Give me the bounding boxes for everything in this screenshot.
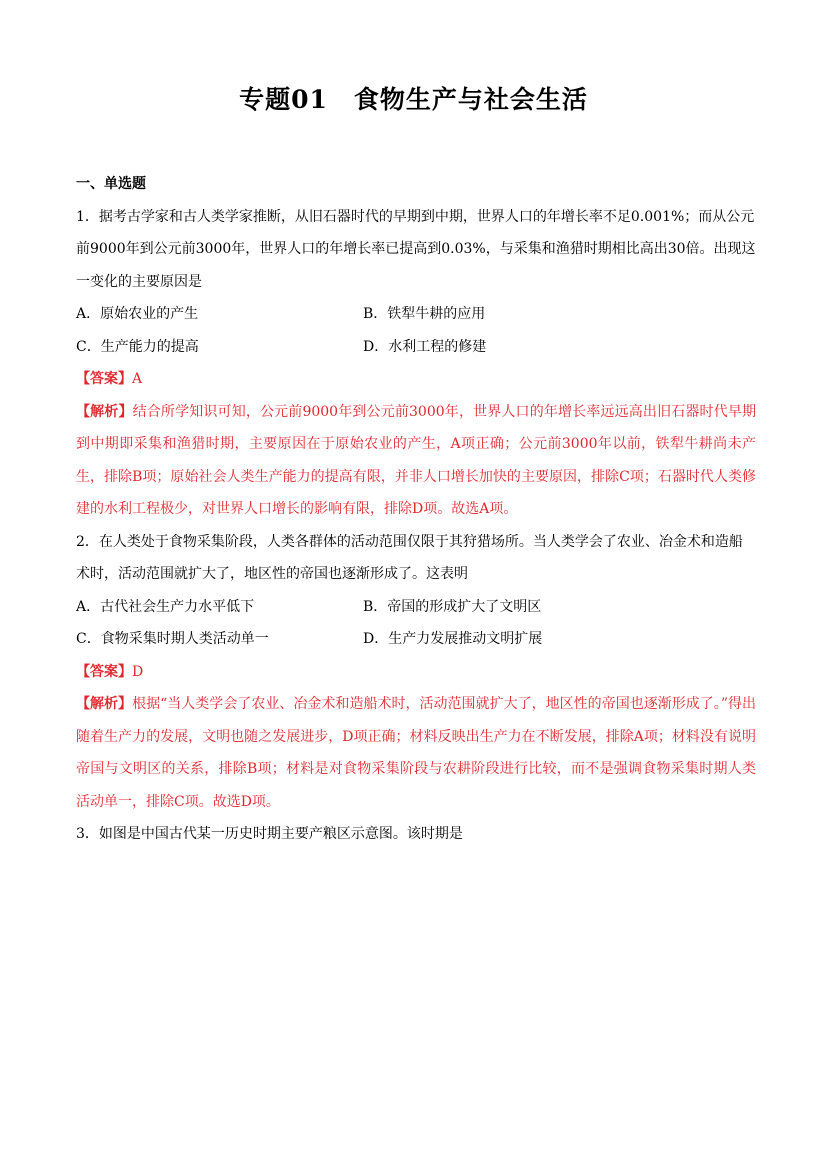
question-3	[76, 818, 756, 851]
option-b: B．铁犁牛耕的应用	[363, 306, 486, 322]
answer-line	[76, 363, 756, 396]
options-row	[76, 591, 756, 624]
option-c: C．食物采集时期人类活动单一	[76, 631, 269, 647]
document-body	[76, 168, 756, 851]
answer-tag: 【答案】	[76, 371, 132, 387]
option-a: A．原始农业的产生	[76, 306, 199, 322]
page-title: 专题01 食物生产与社会生活	[239, 85, 588, 114]
analysis-tag: 【解析】	[76, 696, 133, 712]
section-heading: 一、单选题	[76, 176, 146, 192]
option-c: C．生产能力的提高	[76, 338, 199, 355]
question-1	[76, 201, 756, 526]
question-2	[76, 526, 756, 819]
question-stem: 3．如图是中国古代某一历史时期主要产粮区示意图。该时期是	[76, 826, 463, 842]
analysis-text: 结合所学知识可知，公元前9000年到公元前3000年，世界人口的年增长率远远高出旧石器时代早期到中期即采集和渔猎时期，主要原因在于原始农业的产生，A项正确；公元前3000年以前，铁犁牛耕尚未产生，排除B项；原始社会人类生产能力的提高有限，并非人口增长加快的主要原因，排除C项；石器时代人类修建的水利工程极少，对世界人口增长的影响有限，排除D项。故选A项。	[76, 403, 757, 517]
answer-value: D	[132, 663, 144, 680]
option-a: A．古代社会生产力水平低下	[76, 598, 255, 615]
analysis-tag: 【解析】	[76, 403, 133, 420]
option-b: B．帝国的形成扩大了文明区	[363, 598, 542, 615]
options-row	[76, 331, 756, 364]
option-d: D．生产力发展推动文明扩展	[363, 631, 543, 647]
analysis-block	[76, 396, 756, 526]
answer-tag: 【答案】	[76, 663, 132, 680]
answer-value: A	[132, 371, 143, 387]
analysis-block	[76, 688, 756, 818]
question-stem: 2．在人类处于食物采集阶段，人类各群体的活动范围仅限于其狩猎场所。当人类学会了农业、冶金术和造船术时，活动范围就扩大了，地区性的帝国也逐渐形成了。这表明	[76, 533, 743, 582]
option-d: D．水利工程的修建	[363, 338, 487, 355]
options-row	[76, 623, 756, 656]
answer-line	[76, 656, 756, 689]
options-row	[76, 298, 756, 331]
analysis-text: 根据“当人类学会了农业、冶金术和造船术时，活动范围就扩大了，地区性的帝国也逐渐形成了。”得出随着生产力的发展，文明也随之发展进步，D项正确；材料反映出生产力在不断发展，排除A项；材料没有说明帝国与文明区的关系，排除B项；材料是对食物采集阶段与农耕阶段进行比较，而不是强调食物采集时期人类活动单一，排除C项。故选D项。	[76, 696, 757, 810]
question-stem: 1．据考古学家和古人类学家推断，从旧石器时代的早期到中期，世界人口的年增长率不足0.001%；而从公元前9000年到公元前3000年，世界人口的年增长率已提高到0.03%，与采集和渔猎时期相比高出30倍。出现这一变化的主要原因是	[76, 208, 756, 290]
